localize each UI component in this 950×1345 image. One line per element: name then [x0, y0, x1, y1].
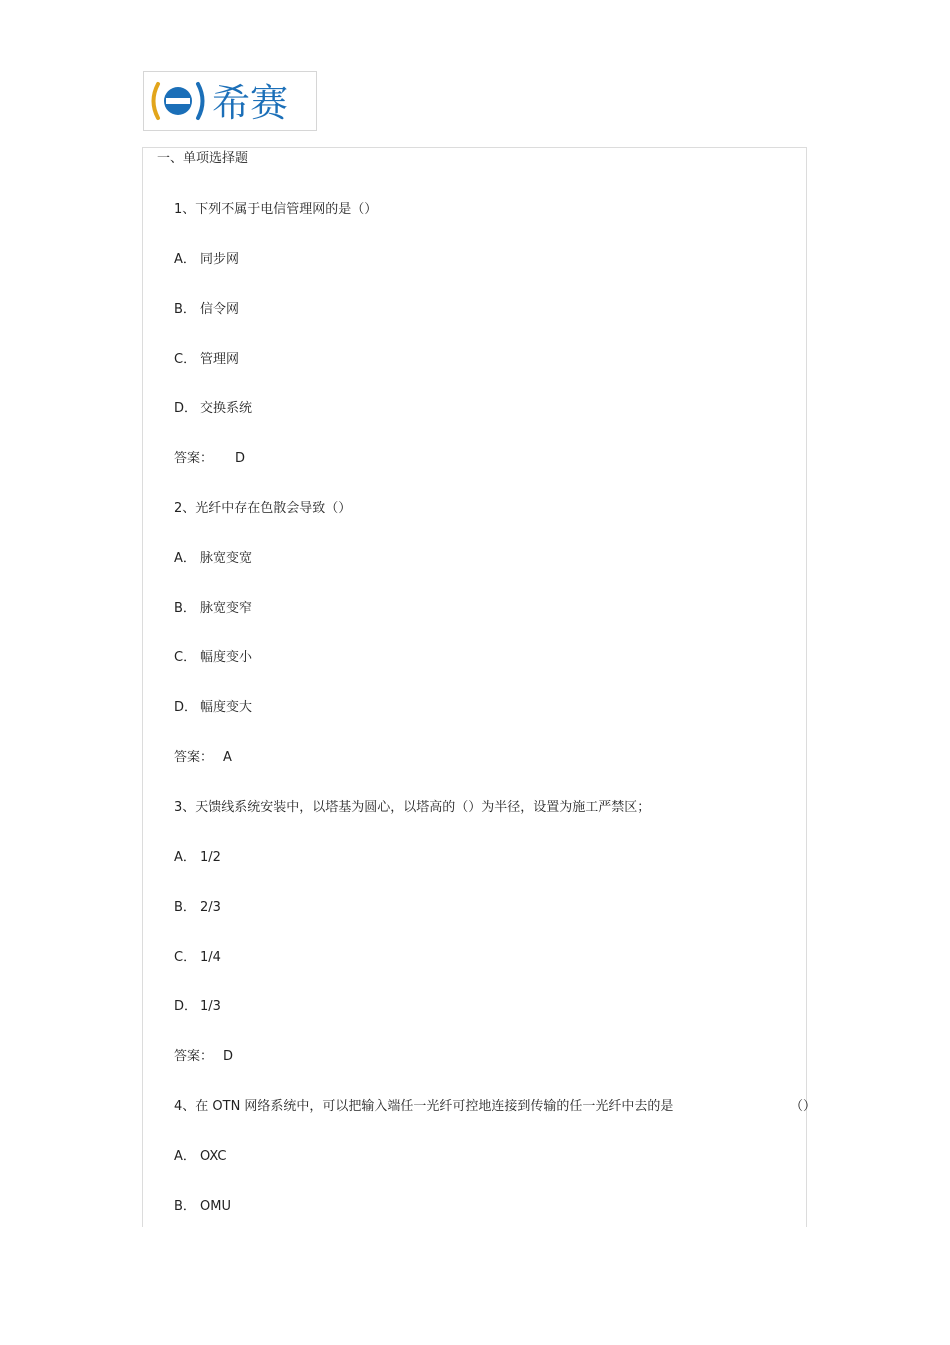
- option-letter: B．: [174, 900, 196, 915]
- option-text: 2/3: [200, 900, 221, 915]
- question-1-stem: 1、下列不属于电信管理网的是（）: [174, 202, 378, 217]
- option-letter: D．: [174, 700, 198, 715]
- answer-value: D: [223, 1049, 234, 1064]
- option-text: 1/3: [200, 999, 221, 1014]
- question-2-option-a: [174, 551, 252, 567]
- question-1-option-c: [174, 352, 239, 368]
- option-letter: D．: [174, 999, 198, 1014]
- question-3-option-a: [174, 850, 221, 866]
- xisai-logo: [143, 71, 317, 131]
- question-4-option-b: [174, 1199, 231, 1215]
- option-text: OMU: [200, 1199, 231, 1214]
- question-3-stem: 3、天馈线系统安装中，以塔基为圆心，以塔高的（）为半径，设置为施工严禁区；: [174, 800, 651, 815]
- option-letter: B．: [174, 1199, 196, 1214]
- question-3-option-c: [174, 950, 221, 966]
- logo-brand-text: 希赛: [212, 81, 289, 125]
- question-1-option-d: [174, 401, 252, 417]
- option-text: 信令网: [200, 302, 240, 317]
- option-text: 同步网: [200, 252, 240, 267]
- option-letter: C．: [174, 950, 197, 965]
- question-4-stem-suffix: （）: [790, 1099, 817, 1114]
- option-letter: D．: [174, 401, 198, 416]
- option-text: 脉宽变窄: [200, 601, 253, 616]
- option-letter: C．: [174, 650, 197, 665]
- option-text: 管理网: [200, 352, 240, 367]
- content-frame: [142, 147, 807, 1227]
- section-title: 一、单项选择题: [157, 151, 249, 166]
- option-text: 交换系统: [200, 401, 253, 416]
- option-letter: C．: [174, 352, 197, 367]
- option-text: OXC: [200, 1149, 227, 1164]
- question-2-option-c: [174, 650, 252, 666]
- question-3-option-b: [174, 900, 221, 916]
- question-1-option-b: [174, 302, 239, 318]
- question-2-answer: [174, 750, 232, 766]
- option-letter: A．: [174, 252, 196, 267]
- option-letter: B．: [174, 601, 196, 616]
- option-text: 幅度变大: [200, 700, 253, 715]
- xisai-logo-mark: [144, 72, 316, 130]
- option-letter: B．: [174, 302, 196, 317]
- question-2-stem: 2、光纤中存在色散会导致（）: [174, 501, 352, 516]
- question-3-option-d: [174, 999, 221, 1015]
- question-1-option-a: [174, 252, 239, 268]
- answer-label: 答案：: [174, 451, 214, 466]
- answer-label: 答案：: [174, 1049, 214, 1064]
- question-4-option-a: [174, 1149, 226, 1165]
- question-4-stem: 4、在 OTN 网络系统中，可以把输入端任一光纤可控地连接到传输的任一光纤中去的是: [174, 1099, 674, 1114]
- answer-label: 答案：: [174, 750, 214, 765]
- option-text: 1/2: [200, 850, 221, 865]
- option-text: 脉宽变宽: [200, 551, 253, 566]
- question-3-answer: [174, 1049, 233, 1065]
- answer-value: D: [235, 451, 246, 466]
- option-letter: A．: [174, 551, 196, 566]
- option-text: 1/4: [200, 950, 221, 965]
- question-2-option-b: [174, 601, 252, 617]
- answer-value: A: [223, 750, 232, 765]
- question-2-option-d: [174, 700, 252, 716]
- option-text: 幅度变小: [200, 650, 253, 665]
- option-letter: A．: [174, 850, 196, 865]
- option-letter: A．: [174, 1149, 196, 1164]
- question-1-answer: [174, 451, 245, 467]
